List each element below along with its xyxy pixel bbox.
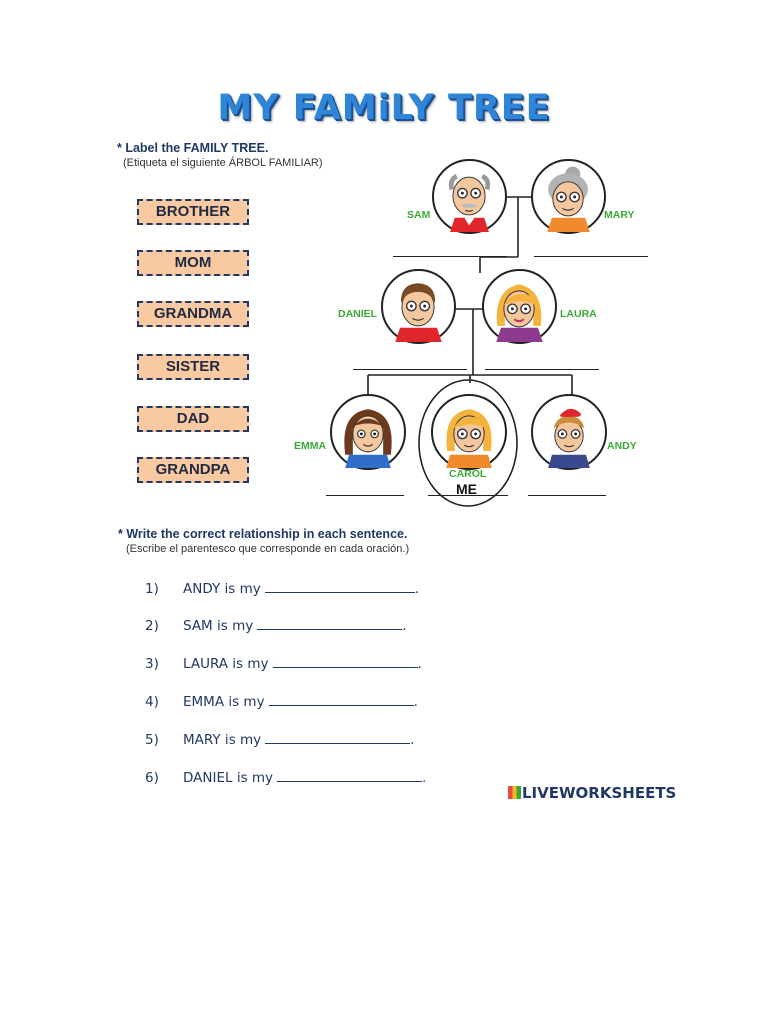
blank-daniel[interactable] xyxy=(353,369,467,370)
liveworksheets-cube-icon xyxy=(508,786,521,799)
answer-blank[interactable] xyxy=(277,767,422,782)
laura-portrait xyxy=(482,269,557,344)
sentence-number: 4) xyxy=(145,694,159,710)
label-sister[interactable]: SISTER xyxy=(137,354,249,380)
page-title: MY FAMiLY TREE xyxy=(217,88,551,128)
sentence-row: 1) ANDY is my . xyxy=(145,578,419,597)
blank-mary[interactable] xyxy=(534,256,648,257)
brand-text: LIVEWORKSHEETS xyxy=(522,784,677,802)
blank-andy[interactable] xyxy=(528,495,606,496)
me-label: ME xyxy=(456,481,477,497)
name-andy: ANDY xyxy=(607,440,637,452)
name-carol: CAROL xyxy=(449,468,487,480)
answer-blank[interactable] xyxy=(257,615,402,630)
sentence-text: EMMA is my xyxy=(183,694,265,710)
daniel-portrait xyxy=(381,269,456,344)
answer-blank[interactable] xyxy=(265,729,410,744)
blank-carol[interactable] xyxy=(428,495,508,496)
answer-blank[interactable] xyxy=(265,578,415,593)
sentence-text: SAM is my xyxy=(183,618,254,634)
name-laura: LAURA xyxy=(560,308,597,320)
name-sam: SAM xyxy=(407,209,431,221)
sentence-number: 5) xyxy=(145,732,159,748)
sentence-row: 6) DANIEL is my . xyxy=(145,767,426,786)
label-grandpa[interactable]: GRANDPA xyxy=(137,457,249,483)
sentence-row: 5) MARY is my . xyxy=(145,729,414,748)
sentence-text: DANIEL is my xyxy=(183,770,274,786)
label-mom[interactable]: MOM xyxy=(137,250,249,276)
label-instruction: * Label the FAMILY TREE. xyxy=(117,141,269,155)
sentence-row: 3) LAURA is my . xyxy=(145,653,422,672)
answer-blank[interactable] xyxy=(269,691,414,706)
sentence-number: 2) xyxy=(145,618,159,634)
sentence-text: ANDY is my xyxy=(183,581,261,597)
blank-laura[interactable] xyxy=(485,369,599,370)
sentence-number: 3) xyxy=(145,656,159,672)
liveworksheets-logo xyxy=(508,784,676,802)
blank-sam[interactable] xyxy=(393,256,507,257)
blank-emma[interactable] xyxy=(326,495,404,496)
label-dad[interactable]: DAD xyxy=(137,406,249,432)
sentence-text: LAURA is my xyxy=(183,656,269,672)
sentence-number: 6) xyxy=(145,770,159,786)
sentence-instruction: * Write the correct relationship in each sentence. xyxy=(118,527,408,541)
label-grandma[interactable]: GRANDMA xyxy=(137,301,249,327)
sentence-text: MARY is my xyxy=(183,732,262,748)
sentence-row: 2) SAM is my . xyxy=(145,615,407,634)
label-instruction-es: (Etiqueta el siguiente ÁRBOL FAMILIAR) xyxy=(123,157,323,169)
name-mary: MARY xyxy=(604,209,635,221)
sentence-row: 4) EMMA is my . xyxy=(145,691,418,710)
answer-blank[interactable] xyxy=(273,653,418,668)
mary-portrait xyxy=(531,159,606,234)
label-brother[interactable]: BROTHER xyxy=(137,199,249,225)
emma-portrait xyxy=(330,394,406,470)
sam-portrait xyxy=(432,159,507,234)
andy-portrait xyxy=(531,394,607,470)
sentence-number: 1) xyxy=(145,581,159,597)
carol-portrait xyxy=(431,394,507,470)
name-daniel: DANIEL xyxy=(338,308,378,320)
sentence-instruction-es: (Escribe el parentesco que corresponde en cada oración.) xyxy=(126,543,410,555)
name-emma: EMMA xyxy=(294,440,327,452)
